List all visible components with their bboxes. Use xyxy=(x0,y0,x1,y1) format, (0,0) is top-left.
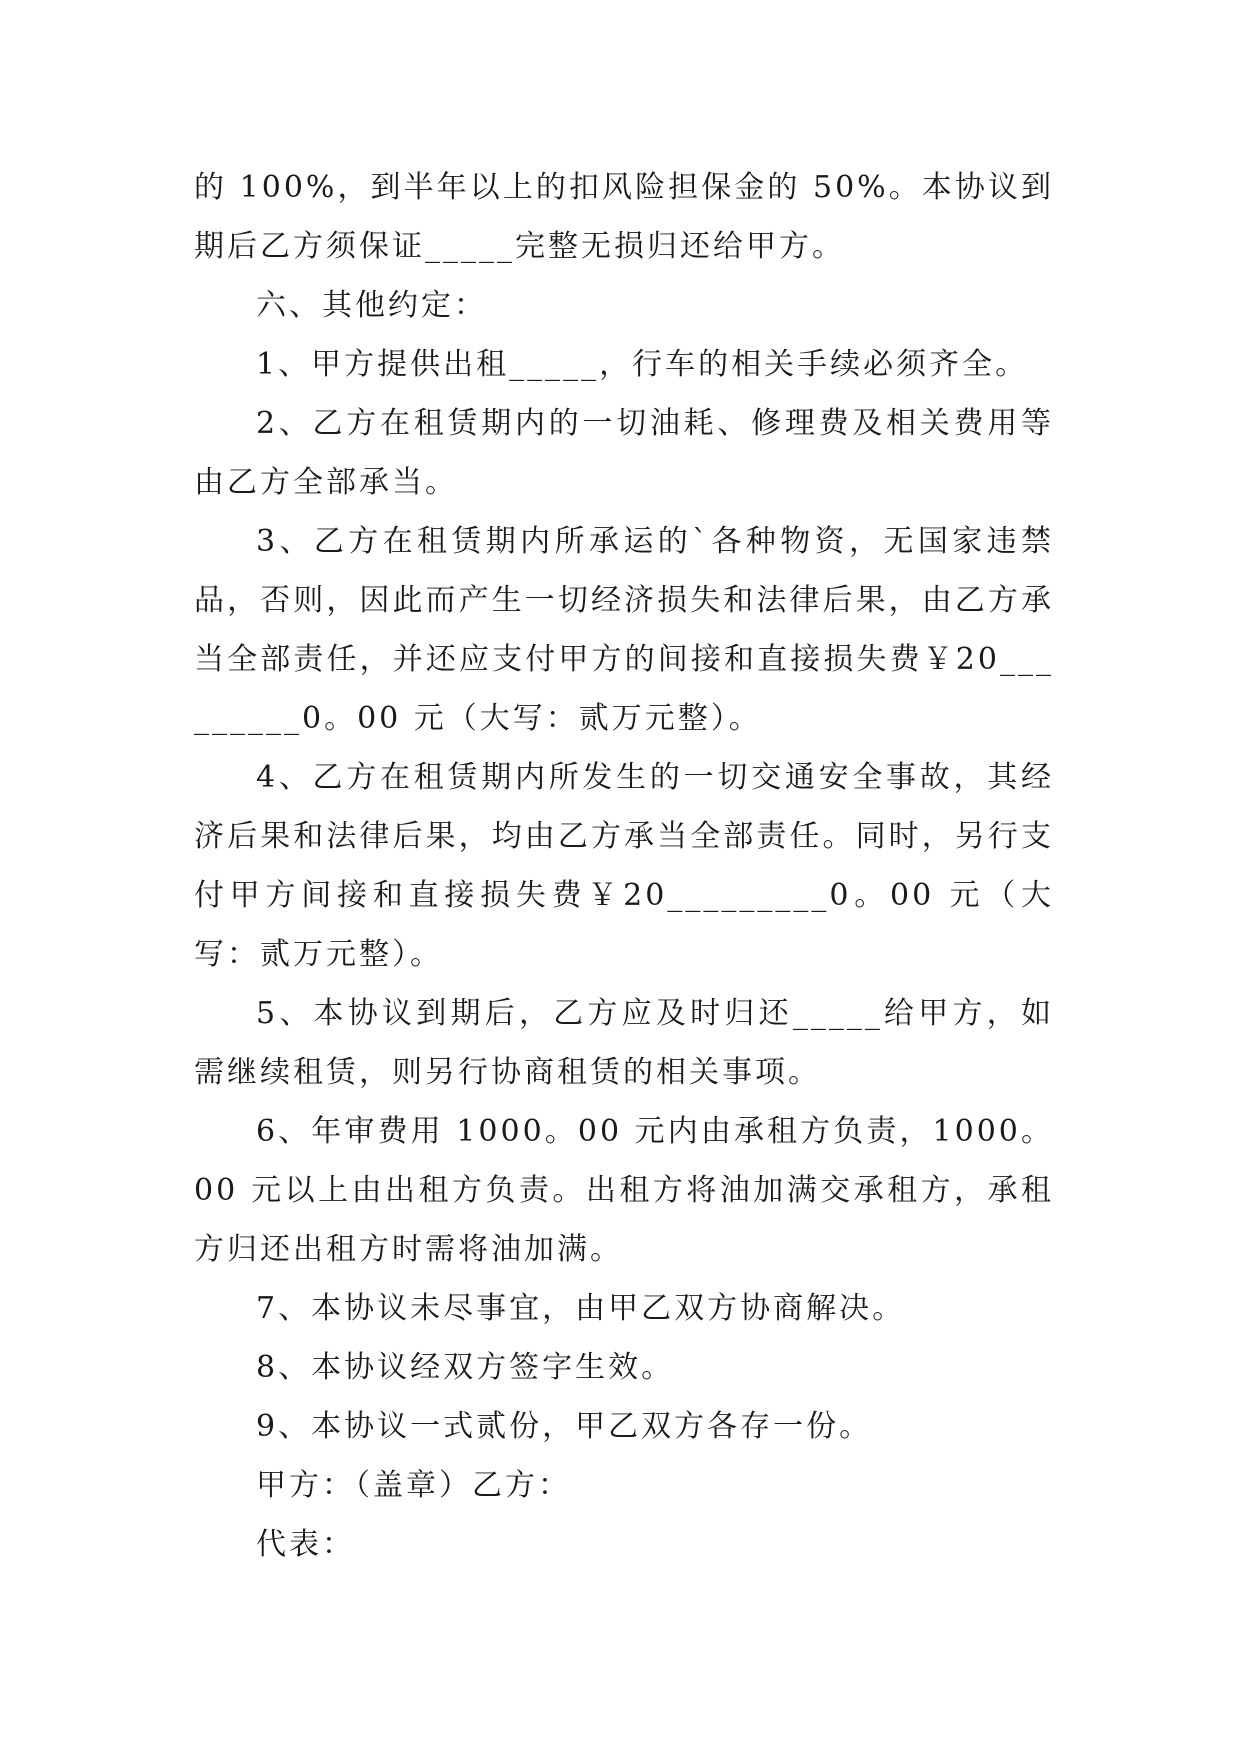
clause-6: 6、年审费用 1000。00 元内由承租方负责，1000。00 元以上由出租方负责。出租方将油加满交承租方，承租方归还出租方时需将油加满。 xyxy=(194,1114,1054,1267)
clause-2: 2、乙方在租赁期内的一切油耗、修理费及相关费用等由乙方全部承当。 xyxy=(194,406,1054,500)
document-body xyxy=(194,158,1054,1574)
section-heading-other-agreements: 六、其他约定： xyxy=(256,288,487,323)
clause-3: 3、乙方在租赁期内所承运的`各种物资，无国家违禁品，否则，因此而产生一切经济损失和法律后果，由乙方承当全部责任，并还应支付甲方的间接和直接损失费￥20_________0。00 元（大写：贰万元整）。 xyxy=(194,524,1054,736)
clause-8: 8、本协议经双方签字生效。 xyxy=(256,1350,675,1385)
clause-1: 1、甲方提供出租_____，行车的相关手续必须齐全。 xyxy=(256,347,1029,382)
paragraph-deposit-continuation: 的 100%，到半年以上的扣风险担保金的 50%。本协议到期后乙方须保证_____完整无损归还给甲方。 xyxy=(194,170,1054,264)
clause-4: 4、乙方在租赁期内所发生的一切交通安全事故，其经济后果和法律后果，均由乙方承当全部责任。同时，另行支付甲方间接和直接损失费￥20_________0。00 元（大写：贰万元整）。 xyxy=(194,760,1054,972)
signature-party-line: 甲方：（盖章）乙方： xyxy=(256,1468,571,1503)
signature-representative-line: 代表： xyxy=(256,1527,355,1562)
clause-9: 9、本协议一式贰份，甲乙双方各存一份。 xyxy=(256,1409,873,1444)
clause-7: 7、本协议未尽事宜，由甲乙双方协商解决。 xyxy=(256,1291,906,1326)
clause-5: 5、本协议到期后，乙方应及时归还_____给甲方，如需继续租赁，则另行协商租赁的相关事项。 xyxy=(194,996,1054,1090)
